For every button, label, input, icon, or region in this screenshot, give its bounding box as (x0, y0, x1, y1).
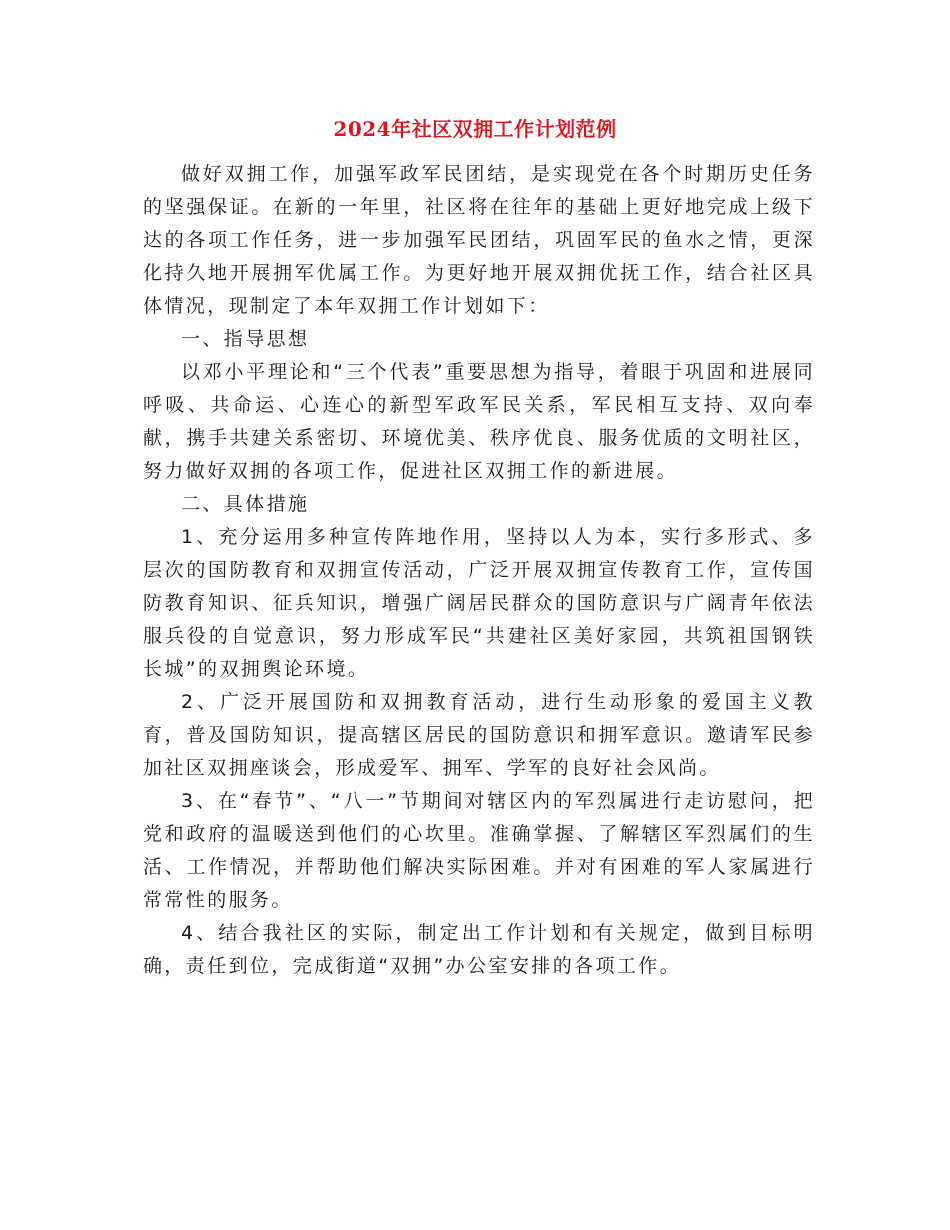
section-heading-guiding-thought: 一、指导思想 (181, 328, 310, 350)
measure-item-2: 2、广泛开展国防和双拥教育活动，进行生动形象的爱国主义教育，普及国防知识，提高辖区居民的国防意识和拥军意识。邀请军民参加社区双拥座谈会，形成爱军、拥军、学军的良好社会风尚。 (143, 691, 815, 779)
intro-paragraph: 做好双拥工作，加强军政军民团结，是实现党在各个时期历史任务的坚强保证。在新的一年里，社区将在往年的基础上更好地完成上级下达的各项工作任务，进一步加强军民团结，巩固军民的鱼水之情，更深化持久地开展拥军优属工作。为更好地开展双拥优抚工作，结合社区具体情况，现制定了本年双拥工作计划如下： (143, 163, 815, 317)
measure-item-1: 1、充分运用多种宣传阵地作用，坚持以人为本，实行多形式、多层次的国防教育和双拥宣传活动，广泛开展双拥宣传教育工作，宣传国防教育知识、征兵知识，增强广阔居民群众的国防意识与广阔青年依法服兵役的自觉意识，努力形成军民“共建社区美好家园，共筑祖国钢铁长城”的双拥舆论环境。 (143, 526, 815, 680)
guiding-thought-paragraph: 以邓小平理论和“三个代表”重要思想为指导，着眼于巩固和进展同呼吸、共命运、心连心的新型军政军民关系，军民相互支持、双向奉献，携手共建关系密切、环境优美、秩序优良、服务优质的文明社区，努力做好双拥的各项工作，促进社区双拥工作的新进展。 (143, 361, 815, 482)
measure-item-3: 3、在“春节”、“八一”节期间对辖区内的军烈属进行走访慰问，把党和政府的温暖送到他们的心坎里。准确掌握、了解辖区军烈属们的生活、工作情况，并帮助他们解决实际困难。并对有困难的军人家属进行常常性的服务。 (143, 790, 815, 911)
measure-item-4: 4、结合我社区的实际，制定出工作计划和有关规定，做到目标明确，责任到位，完成街道“双拥”办公室安排的各项工作。 (143, 922, 815, 977)
section-heading-measures: 二、具体措施 (181, 493, 310, 515)
document-body (143, 158, 815, 983)
document-title: 2024年社区双拥工作计划范例 (333, 117, 617, 141)
